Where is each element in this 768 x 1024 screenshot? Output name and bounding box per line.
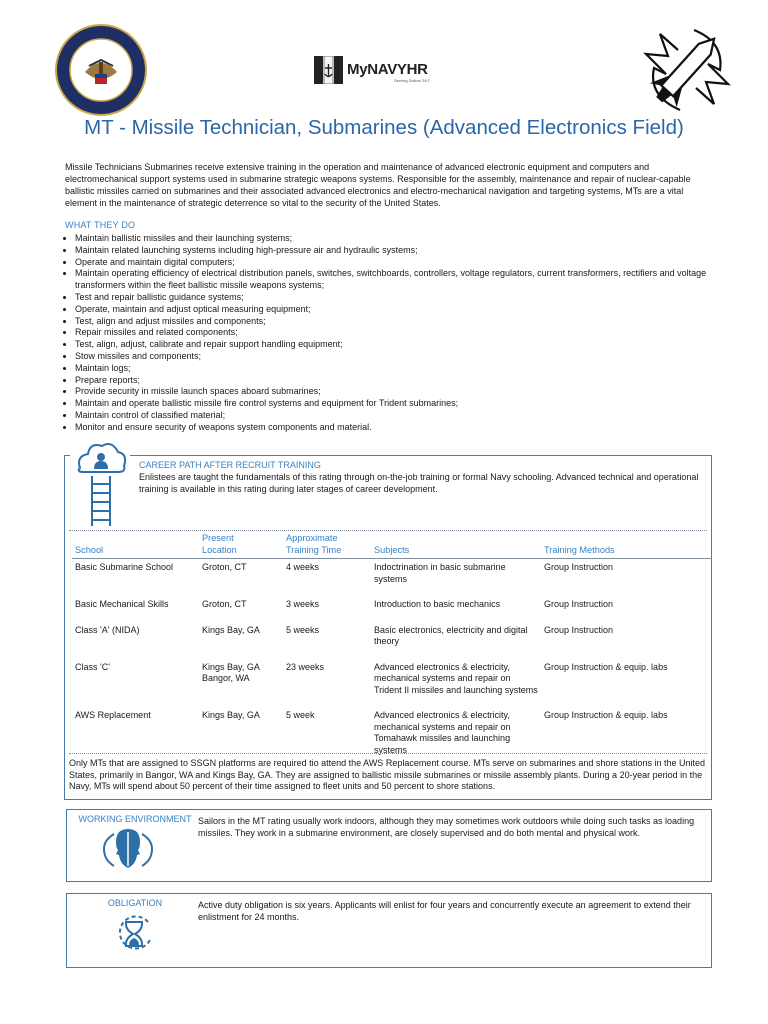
table-cell: Introduction to basic mechanics [374, 599, 501, 609]
table-cell: Group Instruction & equip. labs [544, 710, 668, 720]
obligation-text: Active duty obligation is six years. Applicants will enlist for four years and concurrently execute an agreement to extend their enlistment for 24 months. [198, 900, 691, 922]
table-cell: Indoctrination in basic submarine systems [374, 562, 506, 584]
table-cell: 23 weeks [286, 661, 325, 672]
column-header: Approximate Training Time [286, 533, 342, 555]
column-header: Subjects [374, 544, 410, 555]
table-row [72, 655, 712, 704]
intro-paragraph: Missile Technicians Submarines receive extensive training in the operation and maintenance of advanced electronic equipment and computers and electromechanical support systems used in submarine strategic weapons systems. Responsible for the assembly, maintenance and repair of nuclear-capable ballistic missiles carried on submarines and their associated advanced electronics and electro-mechanical navigation and targeting systems, MTs are a vital element in the maintenance of strategic deterrence so vital to the security of the United States. [65, 162, 691, 208]
column-header: Training Methods [544, 544, 615, 555]
hourglass-icon [112, 912, 156, 956]
duty-item: • Repair missiles and related components; [75, 327, 725, 339]
table-cell: Class 'C' [75, 661, 110, 672]
duty-item: • Test, align and adjust missiles and components; [75, 316, 725, 328]
career-path-heading: CAREER PATH AFTER RECRUIT TRAINING [139, 460, 321, 470]
duty-item: • Test, align, adjust, calibrate and repair support handling equipment; [75, 339, 725, 351]
table-cell: 3 weeks [286, 599, 320, 609]
table-cell: Group Instruction [544, 624, 614, 635]
mynavyhr-logo [314, 56, 454, 86]
working-environment-heading: WORKING ENVIRONMENT [78, 814, 192, 824]
training-schedule-table [72, 533, 712, 763]
table-cell: Advanced electronics & electricity, mechanical systems and repair on Tomahawk missiles and launching systems [374, 710, 511, 755]
duty-item: • Maintain related launching systems including high-pressure air and hydraulic systems; [75, 245, 725, 257]
table-row [72, 559, 712, 593]
duty-item: • Monitor and ensure security of weapons system components and material. [75, 422, 725, 434]
table-cell: Advanced electronics & electricity, mechanical systems and repair on Trident II missiles and launching systems [374, 661, 538, 695]
career-path-text: Enlistees are taught the fundamentals of this rating through on-the-job training or formal Navy schooling. Advanced technical and operational training is available in this rating during later stages of career development. [139, 472, 699, 494]
table-cell: Group Instruction [544, 599, 614, 609]
table-cell: Basic Mechanical Skills [75, 599, 169, 609]
navy-recruiting-seal-logo [55, 24, 147, 116]
mynavyhr-tagline: Serving Sailors 24/7 [394, 78, 430, 83]
duty-item: • Operate, maintain and adjust optical measuring equipment; [75, 304, 725, 316]
table-cell: Basic Submarine School [75, 562, 174, 572]
table-cell: 5 week [286, 710, 315, 720]
obligation-heading: OBLIGATION [107, 898, 163, 908]
missile-technician-rating-badge [636, 24, 736, 116]
table-cell: AWS Replacement [75, 710, 151, 720]
table-cell: Kings Bay, GA [202, 624, 260, 635]
table-cell: Groton, CT [202, 599, 247, 609]
divider [69, 530, 707, 531]
table-cell: Group Instruction & equip. labs [544, 661, 668, 672]
table-row [72, 703, 712, 763]
table-cell: Groton, CT [202, 562, 247, 572]
table-cell: Group Instruction [544, 562, 614, 572]
page-title: MT - Missile Technician, Submarines (Advanced Electronics Field) [84, 116, 684, 139]
table-cell: Kings Bay, GA Bangor, WA [202, 661, 260, 683]
duty-item: • Operate and maintain digital computers; [75, 257, 725, 269]
column-header: School [75, 544, 104, 555]
duties-list [63, 233, 725, 434]
table-row [72, 618, 712, 655]
duty-item: • Maintain operating efficiency of electrical distribution panels, switches, switchboards, controllers, voltage regulators, current transformers, rectifiers and voltage transformers within the fleet ballistic missile weapons systems; [75, 268, 725, 292]
duty-item: • Prepare reports; [75, 375, 725, 387]
table-cell: 4 weeks [286, 562, 320, 572]
duty-item: • Maintain control of classified material; [75, 410, 725, 422]
column-header: Present Location [202, 533, 237, 555]
duty-item: • Maintain and operate ballistic missile fire control systems and equipment for Trident submarines; [75, 398, 725, 410]
what-they-do-heading: WHAT THEY DO [65, 220, 136, 230]
table-cell: 5 weeks [286, 624, 320, 635]
table-cell: Basic electronics, electricity and digital theory [374, 624, 528, 646]
duty-item: • Provide security in missile launch spaces aboard submarines; [75, 386, 725, 398]
two-heads-icon [100, 826, 156, 872]
duty-item: • Maintain ballistic missiles and their launching systems; [75, 233, 725, 245]
table-cell: Kings Bay, GA [202, 710, 260, 720]
ssgn-note: Only MTs that are assigned to SSGN platforms are required tio attend the AWS Replacement course. MTs serve on submarines and shore stations in the United States, primarily in Bangor, WA and Kings Bay, GA. They are assigned to ballistic missile submarines or missile assembly plants. During a 20-year period in the Navy, MTs will spend about 50 percent of their time assigned to fleet units and 50 percent to shore stations. [69, 758, 705, 792]
duty-item: • Stow missiles and components; [75, 351, 725, 363]
working-environment-text: Sailors in the MT rating usually work indoors, although they may sometimes work outdoors while doing such tasks as loading missiles. They work in a submarine environment, are closely supervised and do both mental and physical work. [198, 816, 695, 838]
mynavyhr-wordmark: MyNAVYHR [347, 61, 428, 78]
duty-item: • Test and repair ballistic guidance systems; [75, 292, 725, 304]
divider [69, 753, 707, 754]
career-ladder-icon [70, 438, 130, 528]
table-header-row [72, 533, 712, 559]
table-row [72, 592, 712, 618]
duty-item: • Maintain logs; [75, 363, 725, 375]
table-cell: Class 'A' (NIDA) [75, 624, 140, 635]
